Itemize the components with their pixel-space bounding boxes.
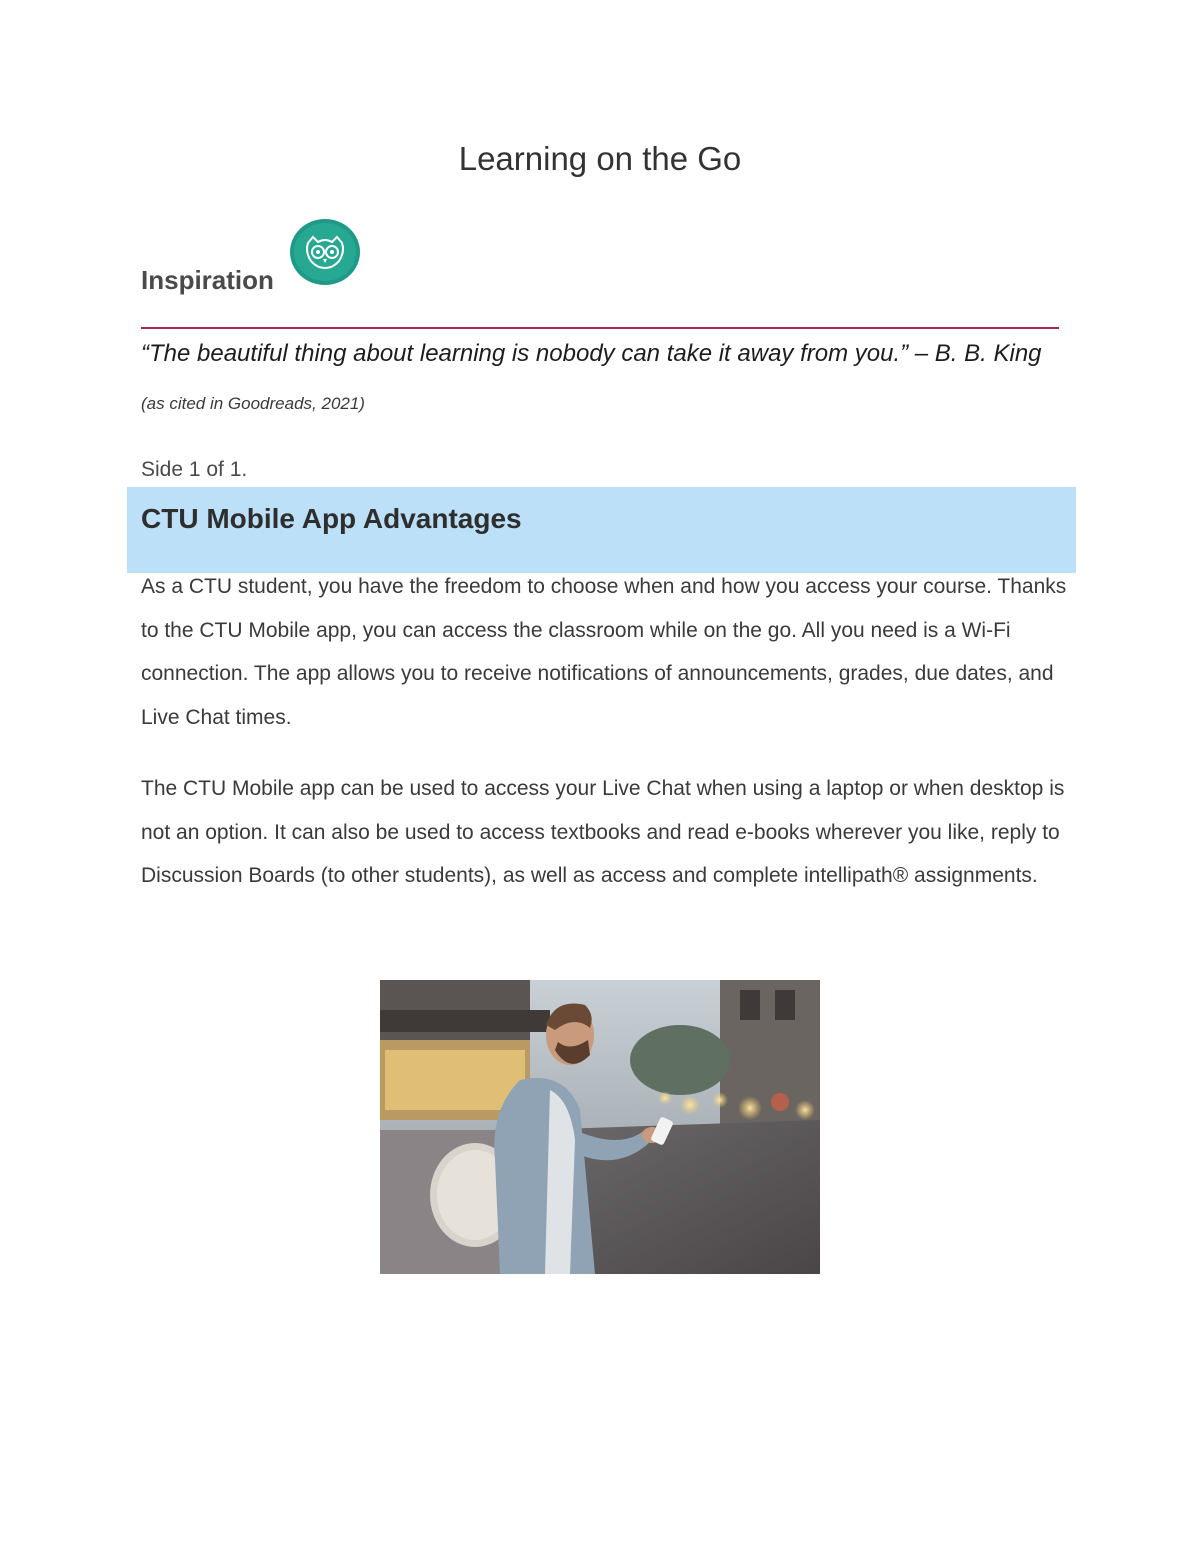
quote-text: “The beautiful thing about learning is nobody can take it away from you.” – B. B. King: [141, 340, 1042, 367]
quote-citation: (as cited in Goodreads, 2021): [141, 394, 365, 413]
quote-divider: [141, 327, 1059, 329]
paragraph-1: As a CTU student, you have the freedom to choose when and how you access your course. Thanks to the CTU Mobile app, you can access the classroom while on the go. All you need is a Wi-Fi connection. The app allows you to receive notifications of announcements, grades, due dates, and Live Chat times.: [141, 575, 1067, 729]
paragraph-2: The CTU Mobile app can be used to access your Live Chat when using a laptop or when desktop is not an option. It can also be used to access textbooks and read e-books wherever you like, reply to Discussion Boards (to other students), as well as access and complete intellipath® assignments.: [141, 777, 1065, 887]
owl-logo-icon: [289, 218, 361, 286]
side-note: Side 1 of 1.: [141, 458, 248, 481]
inspiration-heading: Inspiration: [141, 265, 274, 295]
inspiration-quote: [141, 330, 1059, 428]
section-heading: CTU Mobile App Advantages: [141, 503, 522, 534]
man-with-phone-photo: [380, 980, 820, 1274]
document-title: Learning on the Go: [458, 140, 742, 177]
